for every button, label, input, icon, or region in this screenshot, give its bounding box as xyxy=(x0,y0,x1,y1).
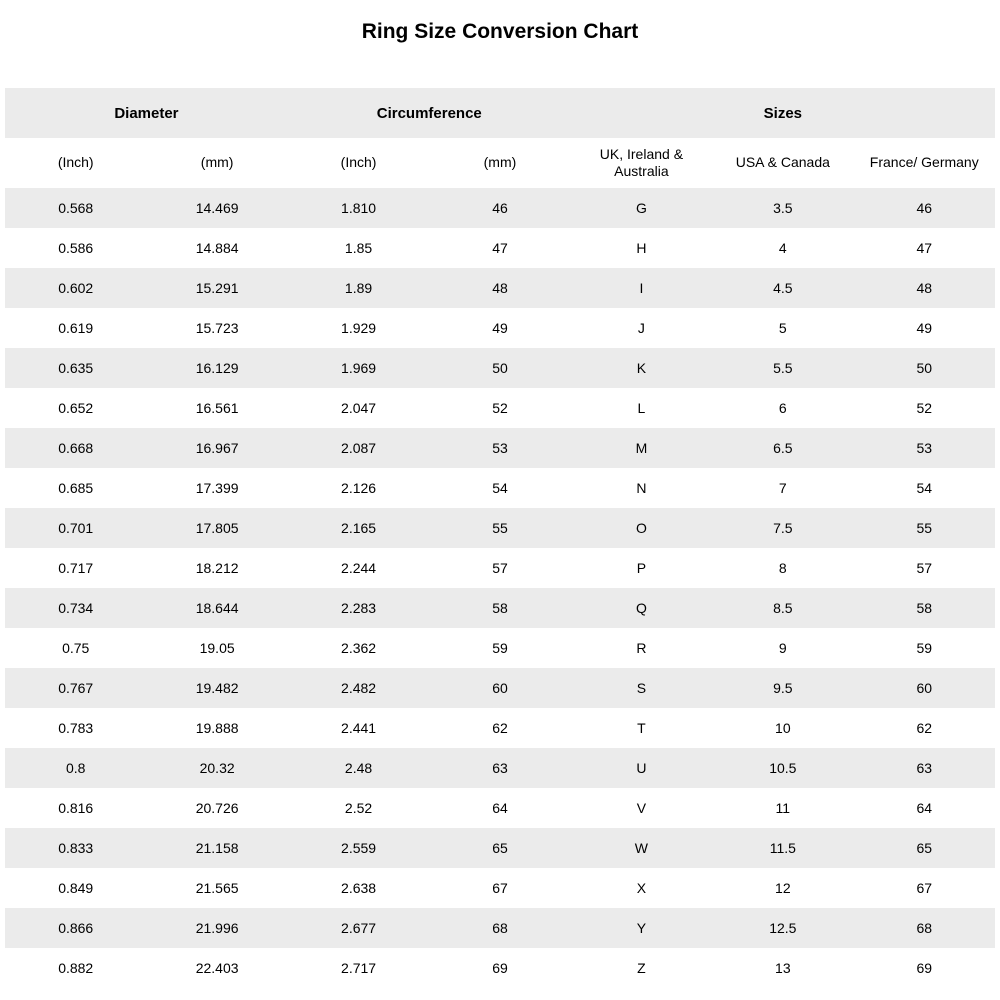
table-cell: 5.5 xyxy=(773,360,793,376)
table-cell: 64 xyxy=(916,800,933,816)
table-cell: 0.568 xyxy=(58,200,94,216)
table-cell: 67 xyxy=(492,880,508,896)
table-cell: S xyxy=(636,680,647,696)
table-cell: 68 xyxy=(492,920,508,936)
table-cell: 53 xyxy=(916,440,933,456)
table-cell: X xyxy=(636,880,647,896)
table-row xyxy=(5,948,995,988)
table-cell: 22.403 xyxy=(195,960,239,976)
table-cell: 4.5 xyxy=(773,280,793,296)
table-cell: 20.32 xyxy=(199,760,235,776)
table-cell: 60 xyxy=(916,680,933,696)
table-cell: 2.559 xyxy=(341,840,377,856)
table-cell: 0.849 xyxy=(58,880,94,896)
table-cell: 9.5 xyxy=(773,680,793,696)
table-cell: 47 xyxy=(492,240,508,256)
page-title: Ring Size Conversion Chart xyxy=(361,20,639,43)
table-cell: 2.165 xyxy=(341,520,377,536)
group-header-diameter: Diameter xyxy=(114,104,179,122)
group-header-circumference: Circumference xyxy=(376,104,482,122)
table-cell: 69 xyxy=(492,960,508,976)
table-cell: 69 xyxy=(916,960,933,976)
table-cell: 57 xyxy=(492,560,508,576)
table-cell: 6.5 xyxy=(773,440,793,456)
table-cell: 2.717 xyxy=(341,960,377,976)
table-cell: V xyxy=(636,800,647,816)
table-cell: 0.668 xyxy=(58,440,94,456)
table-cell: 49 xyxy=(916,320,933,336)
table-cell: 19.888 xyxy=(195,720,239,736)
table-cell: 1.969 xyxy=(341,360,377,376)
table-cell: 8.5 xyxy=(773,600,793,616)
table-cell: 18.644 xyxy=(195,600,239,616)
table-cell: 52 xyxy=(916,400,933,416)
table-cell: 0.75 xyxy=(62,640,90,656)
table-cell: 2.638 xyxy=(341,880,377,896)
table-cell: 54 xyxy=(492,480,508,496)
ring-size-conversion-table xyxy=(5,88,995,988)
table-row xyxy=(5,388,995,428)
table-cell: 68 xyxy=(916,920,933,936)
table-cell: 14.884 xyxy=(195,240,239,256)
table-cell: 2.482 xyxy=(341,680,377,696)
table-cell: 49 xyxy=(492,320,508,336)
table-cell: W xyxy=(634,840,648,856)
table-cell: R xyxy=(636,640,647,656)
table-cell: 55 xyxy=(492,520,508,536)
table-cell: 21.158 xyxy=(195,840,239,856)
table-cell: 16.561 xyxy=(195,400,239,416)
table-cell: 2.047 xyxy=(341,400,377,416)
table-cell: 58 xyxy=(492,600,508,616)
table-cell: 2.52 xyxy=(344,800,373,816)
table-cell: 0.701 xyxy=(58,520,94,536)
table-cell: 19.482 xyxy=(195,680,239,696)
table-row xyxy=(5,308,995,348)
table-cell: 57 xyxy=(916,560,933,576)
table-row xyxy=(5,588,995,628)
table-cell: 7.5 xyxy=(773,520,793,536)
table-cell: 2.087 xyxy=(341,440,377,456)
table-cell: 0.635 xyxy=(58,360,94,376)
table-cell: 2.362 xyxy=(341,640,377,656)
table-cell: 10 xyxy=(775,720,791,736)
table-cell: 46 xyxy=(916,200,933,216)
table-cell: 0.586 xyxy=(58,240,94,256)
column-header-diameter-inch: (Inch) xyxy=(57,154,94,171)
table-cell: 8 xyxy=(778,560,787,576)
table-row xyxy=(5,508,995,548)
table-cell: 1.89 xyxy=(344,280,373,296)
column-header-circumference-mm: (mm) xyxy=(483,154,517,171)
table-cell: 19.05 xyxy=(199,640,235,656)
table-cell: J xyxy=(637,320,645,336)
table-cell: 4 xyxy=(778,240,787,256)
table-cell: 52 xyxy=(492,400,508,416)
table-cell: I xyxy=(639,280,644,296)
table-cell: 62 xyxy=(916,720,933,736)
table-cell: Q xyxy=(635,600,647,616)
table-cell: 53 xyxy=(492,440,508,456)
table-cell: 0.652 xyxy=(58,400,94,416)
table-cell: 5 xyxy=(778,320,787,336)
table-cell: 1.85 xyxy=(344,240,373,256)
table-cell: 12 xyxy=(775,880,791,896)
table-cell: 65 xyxy=(492,840,508,856)
table-cell: 3.5 xyxy=(773,200,793,216)
table-cell: 11 xyxy=(775,800,791,816)
table-cell: 62 xyxy=(492,720,508,736)
table-row xyxy=(5,468,995,508)
table-cell: 13 xyxy=(775,960,791,976)
table-row xyxy=(5,268,995,308)
sub-header-row xyxy=(5,138,995,188)
table-cell: 12.5 xyxy=(769,920,797,936)
table-cell: 0.767 xyxy=(58,680,94,696)
table-cell: 18.212 xyxy=(195,560,239,576)
table-cell: 0.717 xyxy=(58,560,94,576)
table-row xyxy=(5,428,995,468)
table-cell: 1.810 xyxy=(341,200,377,216)
table-row xyxy=(5,748,995,788)
table-cell: 2.244 xyxy=(341,560,377,576)
table-cell: 58 xyxy=(916,600,933,616)
table-cell: 50 xyxy=(492,360,508,376)
table-cell: 0.882 xyxy=(58,960,94,976)
table-cell: 60 xyxy=(492,680,508,696)
table-cell: 20.726 xyxy=(195,800,239,816)
table-body xyxy=(5,188,995,988)
table-cell: 0.8 xyxy=(65,760,86,776)
table-cell: Z xyxy=(637,960,646,976)
column-header-uk-ireland-australia: UK, Ireland & Australia xyxy=(599,145,684,179)
table-cell: 10.5 xyxy=(769,760,797,776)
table-cell: M xyxy=(635,440,648,456)
table-row xyxy=(5,628,995,668)
table-cell: 0.734 xyxy=(58,600,94,616)
table-cell: 21.996 xyxy=(195,920,239,936)
table-row xyxy=(5,668,995,708)
table-cell: 17.805 xyxy=(195,520,239,536)
table-cell: 0.619 xyxy=(58,320,94,336)
table-cell: 2.126 xyxy=(341,480,377,496)
table-cell: 54 xyxy=(916,480,933,496)
table-cell: P xyxy=(636,560,647,576)
table-cell: 6 xyxy=(778,400,787,416)
column-header-usa-canada: USA & Canada xyxy=(735,154,830,171)
table-cell: 1.929 xyxy=(341,320,377,336)
table-cell: 15.291 xyxy=(195,280,239,296)
column-header-diameter-mm: (mm) xyxy=(200,154,234,171)
table-cell: 0.783 xyxy=(58,720,94,736)
table-header xyxy=(5,88,995,188)
table-cell: 67 xyxy=(916,880,933,896)
table-cell: 2.283 xyxy=(341,600,377,616)
column-header-france-germany: France/ Germany xyxy=(869,154,979,171)
table-row xyxy=(5,348,995,388)
table-cell: 63 xyxy=(916,760,933,776)
table-cell: 11.5 xyxy=(769,840,796,856)
table-cell: 48 xyxy=(492,280,508,296)
table-cell: 2.48 xyxy=(344,760,373,776)
table-cell: 16.967 xyxy=(195,440,239,456)
column-header-circumference-inch: (Inch) xyxy=(340,154,377,171)
table-cell: 21.565 xyxy=(195,880,239,896)
table-cell: 59 xyxy=(916,640,933,656)
table-row xyxy=(5,188,995,228)
table-cell: 0.602 xyxy=(58,280,94,296)
group-header-sizes: Sizes xyxy=(763,104,803,122)
table-cell: 0.833 xyxy=(58,840,94,856)
table-cell: U xyxy=(636,760,647,776)
table-cell: 14.469 xyxy=(195,200,239,216)
table-cell: 59 xyxy=(492,640,508,656)
table-cell: H xyxy=(636,240,647,256)
table-cell: N xyxy=(636,480,647,496)
table-row xyxy=(5,708,995,748)
table-cell: 47 xyxy=(916,240,933,256)
table-cell: 50 xyxy=(916,360,933,376)
table-cell: 55 xyxy=(916,520,933,536)
table-cell: Y xyxy=(636,920,647,936)
table-cell: 65 xyxy=(916,840,933,856)
table-row xyxy=(5,788,995,828)
table-cell: 17.399 xyxy=(195,480,239,496)
group-header-row xyxy=(5,88,995,138)
table-cell: 2.441 xyxy=(341,720,377,736)
table-row xyxy=(5,228,995,268)
table-cell: 9 xyxy=(778,640,787,656)
table-cell: 46 xyxy=(492,200,508,216)
table-cell: K xyxy=(636,360,647,376)
table-row xyxy=(5,828,995,868)
table-cell: 0.866 xyxy=(58,920,94,936)
table-row xyxy=(5,868,995,908)
table-row xyxy=(5,548,995,588)
table-cell: L xyxy=(637,400,646,416)
table-cell: 64 xyxy=(492,800,508,816)
table-row xyxy=(5,908,995,948)
table-cell: O xyxy=(635,520,647,536)
table-cell: 63 xyxy=(492,760,508,776)
table-cell: 16.129 xyxy=(195,360,239,376)
table-cell: G xyxy=(635,200,647,216)
table-cell: 15.723 xyxy=(195,320,239,336)
table-cell: 0.685 xyxy=(58,480,94,496)
table-cell: T xyxy=(637,720,646,736)
table-cell: 2.677 xyxy=(341,920,377,936)
table-cell: 0.816 xyxy=(58,800,94,816)
table-cell: 48 xyxy=(916,280,933,296)
table-cell: 7 xyxy=(778,480,787,496)
